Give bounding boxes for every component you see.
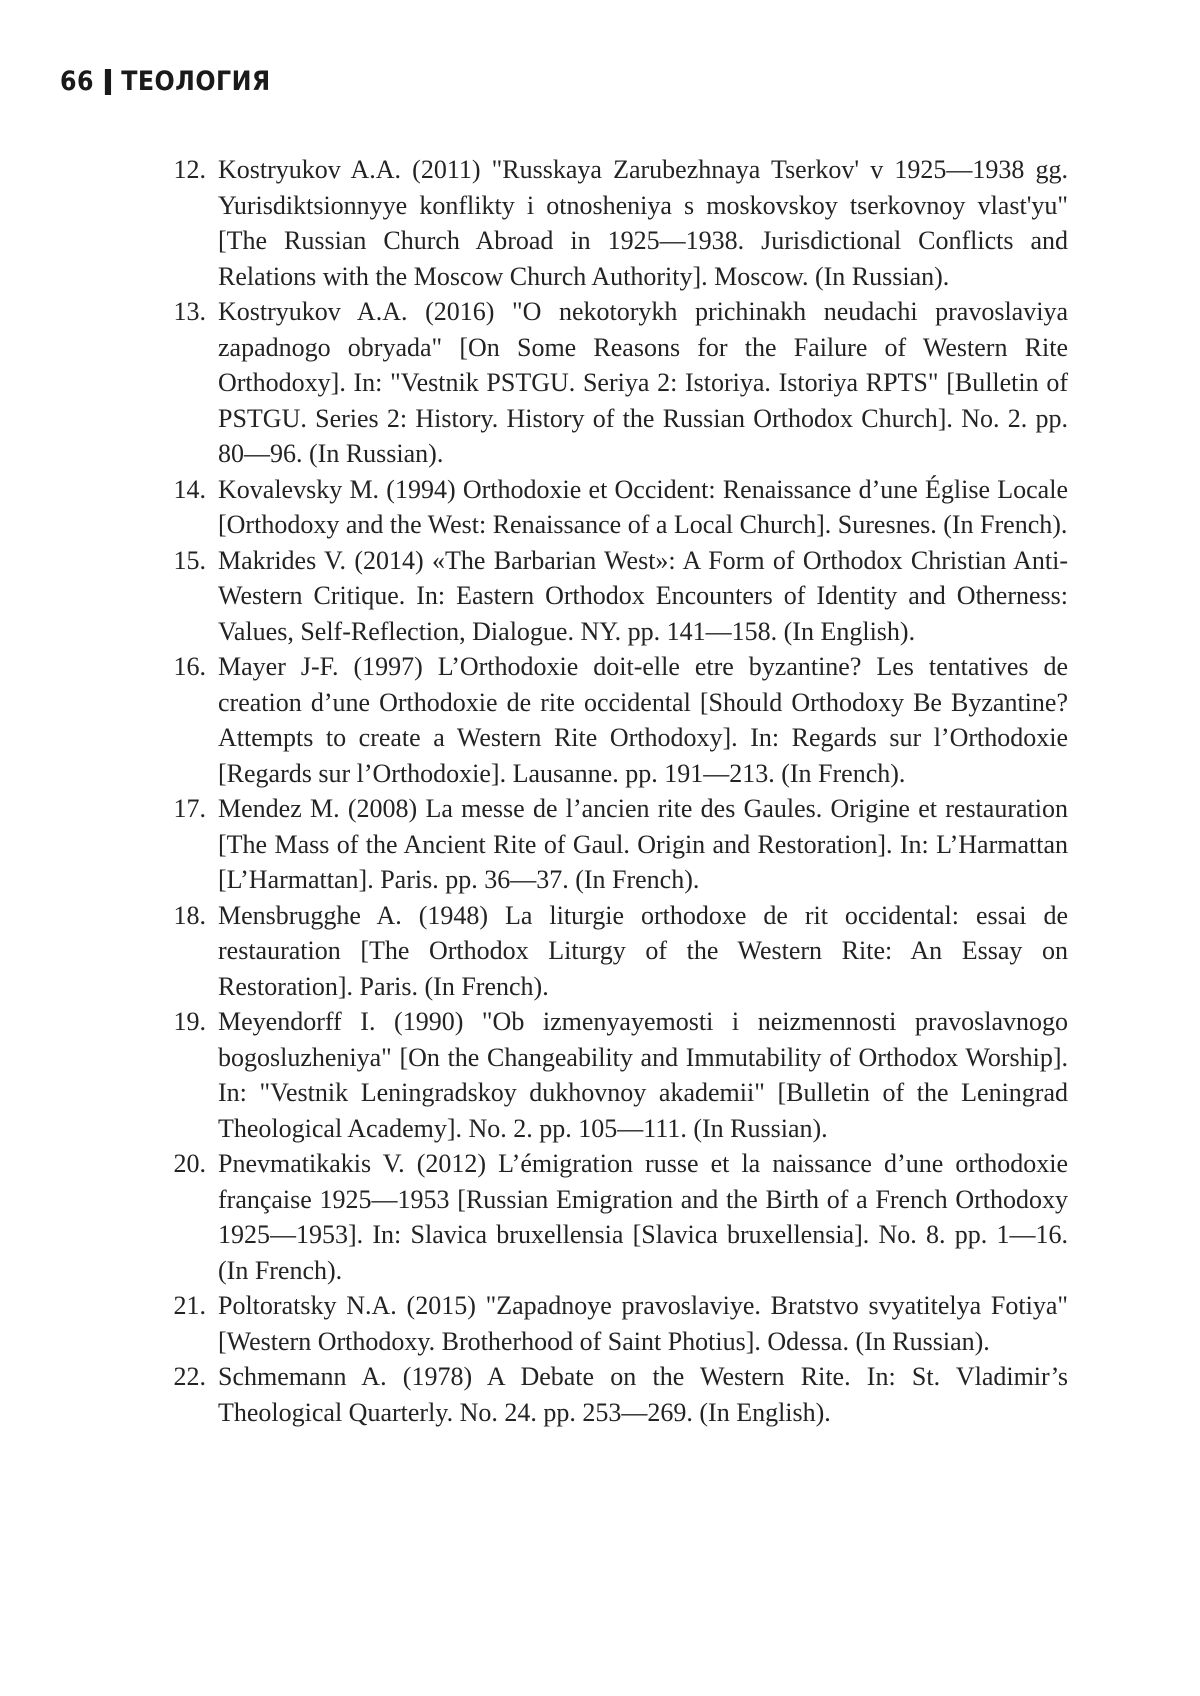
reference-text: Pnevmatikakis V. (2012) L’émigration russe et la naissance d’une orthodoxie française 1925—1953 [Russian Emigration and the Birth of a French Orthodoxy 1925—1953]. In: Slavica bruxellensia [Slavica bruxellensia]. No. 8. pp. 1—16. (In French). (218, 1149, 1068, 1285)
reference-text: Schmemann A. (1978) A Debate on the Western Rite. In: St. Vladimir’s Theological Quarterly. No. 24. pp. 253—269. (In English). (218, 1362, 1068, 1427)
reference-text: Kostryukov A.A. (2011) "Russkaya Zarubezhnaya Tserkov' v 1925—1938 gg. Yurisdiktsionnyye konflikty i otnosheniya s moskovskoy tserkovnoy vlast'yu" [The Russian Church Abroad in 1925—1938. Jurisdictional Conflicts and Relations with the Moscow Church Authority]. Moscow. (In Russian). (218, 155, 1068, 291)
reference-number: 12. (173, 155, 206, 184)
reference-text: Mensbrugghe A. (1948) La liturgie orthodoxe de rit occidental: essai de restauration [The Orthodox Liturgy of the Western Rite: An Essay on Restoration]. Paris. (In French). (218, 900, 1068, 1001)
page-number: 66 (60, 66, 94, 97)
reference-number: 17. (173, 794, 206, 823)
reference-item-14 (158, 472, 1068, 543)
reference-item-22 (158, 1359, 1068, 1430)
header-separator-bar (105, 69, 111, 95)
reference-item-19 (158, 1004, 1068, 1146)
reference-number: 21. (173, 1291, 206, 1320)
reference-item-13 (158, 294, 1068, 472)
reference-text: Mendez M. (2008) La messe de l’ancien rite des Gaules. Origine et restauration [The Mass of the Ancient Rite of Gaul. Origin and Restoration]. In: L’Harmattan [L’Harmattan]. Paris. pp. 36—37. (In French). (218, 794, 1068, 894)
running-head (60, 66, 271, 97)
reference-number: 22. (173, 1362, 206, 1391)
reference-text: Makrides V. (2014) «The Barbarian West»: A Form of Orthodox Christian Anti-Western Critique. In: Eastern Orthodox Encounters of Identity and Otherness: Values, Self-Reflection, Dialogue. NY. pp. 141—158. (In English). (218, 545, 1068, 646)
reference-text: Poltoratsky N.A. (2015) "Zapadnoye pravoslaviye. Bratstvo svyatitelya Fotiya" [Western Orthodoxy. Brotherhood of Saint Photius]. Odessa. (In Russian). (218, 1291, 1068, 1356)
reference-item-12 (158, 152, 1068, 294)
reference-item-18 (158, 898, 1068, 1005)
reference-text: Kostryukov A.A. (2016) "O nekotorykh prichinakh neudachi pravoslaviya zapadnogo obryada" [On Some Reasons for the Failure of Western Rite Orthodoxy]. In: "Vestnik PSTGU. Seriya 2: Istoriya. Istoriya RPTS" [Bulletin of PSTGU. Series 2: History. History of the Russian Orthodox Church]. No. 2. pp. 80—96. (In Russian). (218, 297, 1068, 468)
reference-number: 15. (173, 545, 206, 575)
reference-number: 20. (173, 1149, 206, 1178)
reference-item-17 (158, 791, 1068, 898)
reference-number: 13. (173, 297, 206, 326)
reference-text: Meyendorff I. (1990) "Ob izmenyayemosti i neizmennosti pravoslavnogo bogosluzheniya" [On the Changeability and Immutability of Orthodox Worship]. In: "Vestnik Leningradskoy dukhovnoy akademii" [Bulletin of the Leningrad Theological Academy]. No. 2. pp. 105—111. (In Russian). (218, 1007, 1068, 1143)
reference-number: 18. (173, 900, 206, 930)
section-title: ТЕОЛОГИЯ (121, 66, 271, 97)
reference-item-15 (158, 543, 1068, 650)
reference-number: 16. (173, 652, 206, 681)
reference-number: 19. (173, 1007, 206, 1036)
reference-text: Mayer J-F. (1997) L’Orthodoxie doit-elle etre byzantine? Les tentatives de creation d’une Orthodoxie de rite occidental [Should Orthodoxy Be Byzantine? Attempts to create a Western Rite Orthodoxy]. In: Regards sur l’Orthodoxie [Regards sur l’Orthodoxie]. Lausanne. pp. 191—213. (In French). (218, 652, 1068, 788)
reference-item-21 (158, 1288, 1068, 1359)
reference-number: 14. (173, 474, 206, 504)
reference-list (158, 152, 1068, 1430)
reference-item-20 (158, 1146, 1068, 1288)
reference-text: Kovalevsky M. (1994) Orthodoxie et Occident: Renaissance d’une Église Locale [Orthodoxy and the West: Renaissance of a Local Church]. Suresnes. (In French). (218, 474, 1068, 539)
reference-item-16 (158, 649, 1068, 791)
